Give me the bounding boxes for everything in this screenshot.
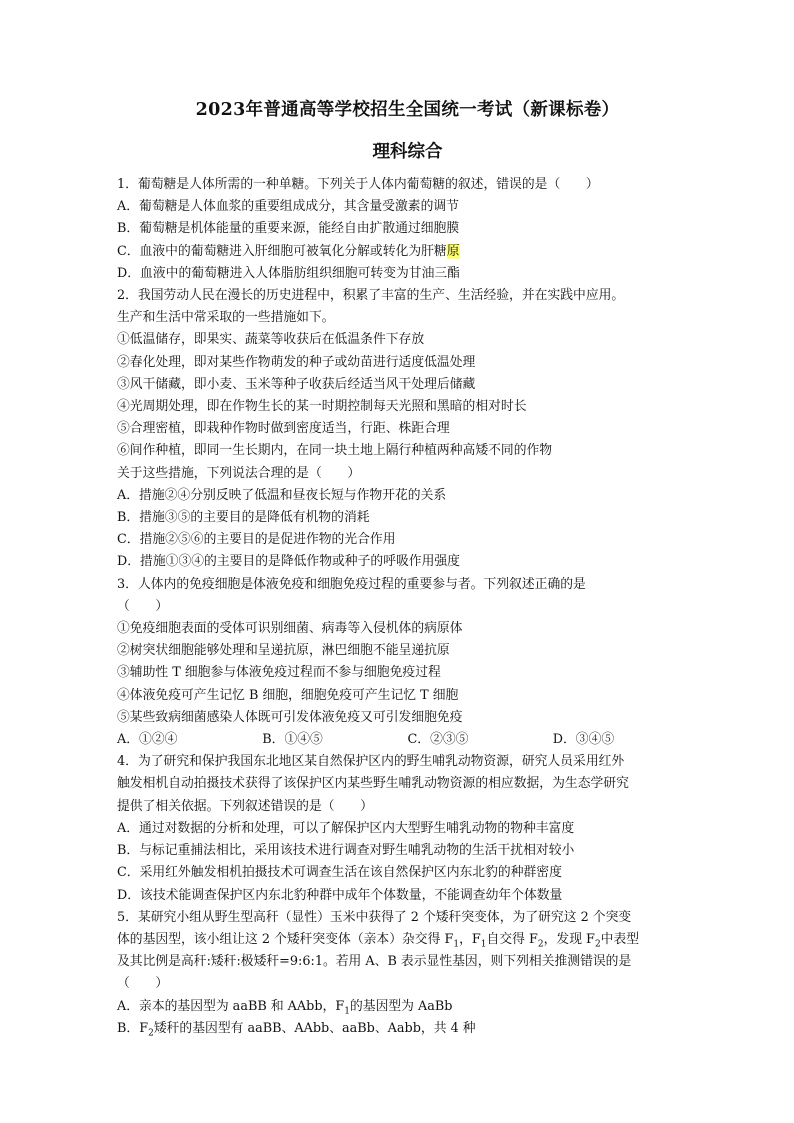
question-3	[117, 574, 698, 752]
question-4-option-b: B．与标记重捕法相比，采用该技术进行调查对野生哺乳动物的生活干扰相对较小	[117, 843, 575, 859]
question-3-option-b: B．①④⑤	[262, 732, 323, 748]
subscript: 1	[344, 1006, 350, 1017]
question-3-option-a: A．①②④	[117, 732, 178, 748]
question-5-option-b-text: B．F	[117, 1020, 149, 1036]
question-5-stem-line-4: （ ）	[117, 976, 169, 992]
question-1	[117, 174, 698, 285]
subscript: 2	[594, 939, 601, 950]
question-4-stem-line-2: 触发相机自动拍摄技术获得了该保护区内某些野生哺乳动物资源的相应数据，为生态学研究	[117, 776, 629, 792]
question-3-option-d: D．③④⑤	[552, 732, 615, 748]
question-4-option-c: C．采用红外触发相机拍摄技术可调查生活在该自然保护区内东北豹的种群密度	[117, 865, 562, 881]
question-4-option-d: D．该技术能调查保护区内东北豹种群中成年个体数量，不能调查幼年个体数量	[117, 887, 563, 903]
question-5-option-b-text: 矮秆的基因型有 aaBB、AAbb、aaBb、Aabb，共 4 种	[153, 1020, 476, 1036]
question-5-option-a-text: 的基因型为 AaBb	[349, 998, 453, 1014]
question-3-item-2: ②树突状细胞能够处理和呈递抗原，淋巴细胞不能呈递抗原	[117, 643, 450, 659]
question-5-stem-line-1: 5．某研究小组从野生型高秆（显性）玉米中获得了 2 个矮秆突变体，为了研究这 2 个突变	[117, 909, 632, 925]
question-2-item-4: ④光周期处理，即在作物生长的某一时期控制每天光照和黑暗的相对时长	[117, 399, 527, 415]
question-5	[117, 907, 698, 1040]
question-2-stem-line-1: 2．我国劳动人民在漫长的历史进程中，积累了丰富的生产、生活经验，并在实践中应用。	[117, 288, 625, 304]
question-5-stem-text: 自交得 F	[486, 931, 538, 947]
question-2-item-5: ⑤合理密植，即栽种作物时做到密度适当，行距、株距合理	[117, 421, 450, 437]
question-5-stem-text: ，发现 F	[543, 931, 595, 947]
question-3-stem-line-2: （ ）	[117, 598, 169, 614]
question-5-option-a-text: A．亲本的基因型为 aaBB 和 AAbb，F	[117, 998, 345, 1014]
question-1-option-a: A．葡萄糖是人体血浆的重要组成成分，其含量受激素的调节	[117, 199, 459, 215]
subscript: 1	[480, 939, 487, 950]
question-5-stem-text: ，F	[459, 931, 481, 947]
question-2-stem-line-2: 生产和生活中常采取的一些措施如下。	[117, 310, 335, 326]
question-2-option-b: B．措施③⑤的主要目的是降低有机物的消耗	[117, 510, 370, 526]
question-5-stem-line-2	[117, 929, 698, 951]
question-2-item-6: ⑥间作种植，即同一生长期内，在同一块土地上隔行种植两种高矮不同的作物	[117, 443, 553, 459]
question-1-option-c-text: C．血液中的葡萄糖进入肝细胞可被氧化分解或转化为肝糖	[117, 243, 447, 259]
question-1-option-b: B．葡萄糖是机体能量的重要来源，能经自由扩散通过细胞膜	[117, 221, 460, 237]
question-3-option-c: C．②③⑤	[407, 732, 469, 748]
question-1-option-d: D．血液中的葡萄糖进入人体脂肪组织细胞可转变为甘油三酯	[117, 265, 460, 281]
question-5-option-a	[117, 996, 698, 1018]
question-1-stem: 1．葡萄糖是人体所需的一种单糖。下列关于人体内葡萄糖的叙述，错误的是（ ）	[117, 177, 599, 192]
highlighted-text: 原	[446, 243, 460, 259]
question-3-stem-line-1: 3．人体内的免疫细胞是体液免疫和细胞免疫过程的重要参与者。下列叙述正确的是	[117, 576, 586, 592]
question-2-item-3: ③风干储藏，即小麦、玉米等种子收获后经适当风干处理后储藏	[117, 376, 476, 392]
question-2	[117, 285, 698, 574]
question-2-option-a: A．措施②④分别反映了低温和昼夜长短与作物开花的关系	[117, 487, 447, 503]
question-3-item-3: ③辅助性 T 细胞参与体液免疫过程而不参与细胞免疫过程	[117, 665, 441, 681]
question-2-item-1: ①低温储存，即果实、蔬菜等收获后在低温条件下存放	[117, 332, 425, 348]
question-5-option-b	[117, 1018, 698, 1040]
question-2-question: 关于这些措施，下列说法合理的是（ ）	[117, 465, 361, 481]
question-4-option-a: A．通过对数据的分析和处理，可以了解保护区内大型野生哺乳动物的物种丰富度	[117, 820, 575, 836]
question-3-options	[117, 729, 698, 751]
subscript: 2	[537, 939, 544, 950]
question-1-option-c	[117, 241, 698, 263]
subscript: 2	[148, 1028, 154, 1039]
exam-subject: 理科综合	[372, 142, 443, 162]
question-2-option-d: D．措施①③④的主要目的是降低作物或种子的呼吸作用强度	[117, 554, 460, 570]
question-4-stem-line-3: 提供了相关依据。下列叙述错误的是（ ）	[117, 798, 373, 814]
question-3-item-1: ①免疫细胞表面的受体可识别细菌、病毒等入侵机体的病原体	[117, 621, 463, 637]
question-2-option-c: C．措施②⑤⑥的主要目的是促进作物的光合作用	[117, 532, 396, 548]
question-3-item-5: ⑤某些致病细菌感染人体既可引发体液免疫又可引发细胞免疫	[117, 709, 463, 725]
question-4-stem-line-1: 4．为了研究和保护我国东北地区某自然保护区内的野生哺乳动物资源，研究人员采用红外	[117, 754, 625, 770]
question-2-item-2: ②春化处理，即对某些作物萌发的种子或幼苗进行适度低温处理	[117, 354, 476, 370]
question-5-stem-text: 中表型	[600, 931, 640, 947]
subscript: 1	[453, 939, 460, 950]
question-3-item-4: ④体液免疫可产生记忆 B 细胞，细胞免疫可产生记忆 T 细胞	[117, 687, 459, 703]
exam-title: 2023年普通高等学校招生全国统一考试（新课标卷）	[195, 100, 620, 120]
question-5-stem-line-3: 及其比例是高秆:矮秆:极矮秆=9:6:1。若用 A、B 表示显性基因，则下列相关推测错误的是	[117, 954, 632, 970]
question-4	[117, 751, 698, 906]
question-5-stem-text: 体的基因型，该小组让这 2 个矮秆突变体（亲本）杂交得 F	[117, 931, 454, 947]
